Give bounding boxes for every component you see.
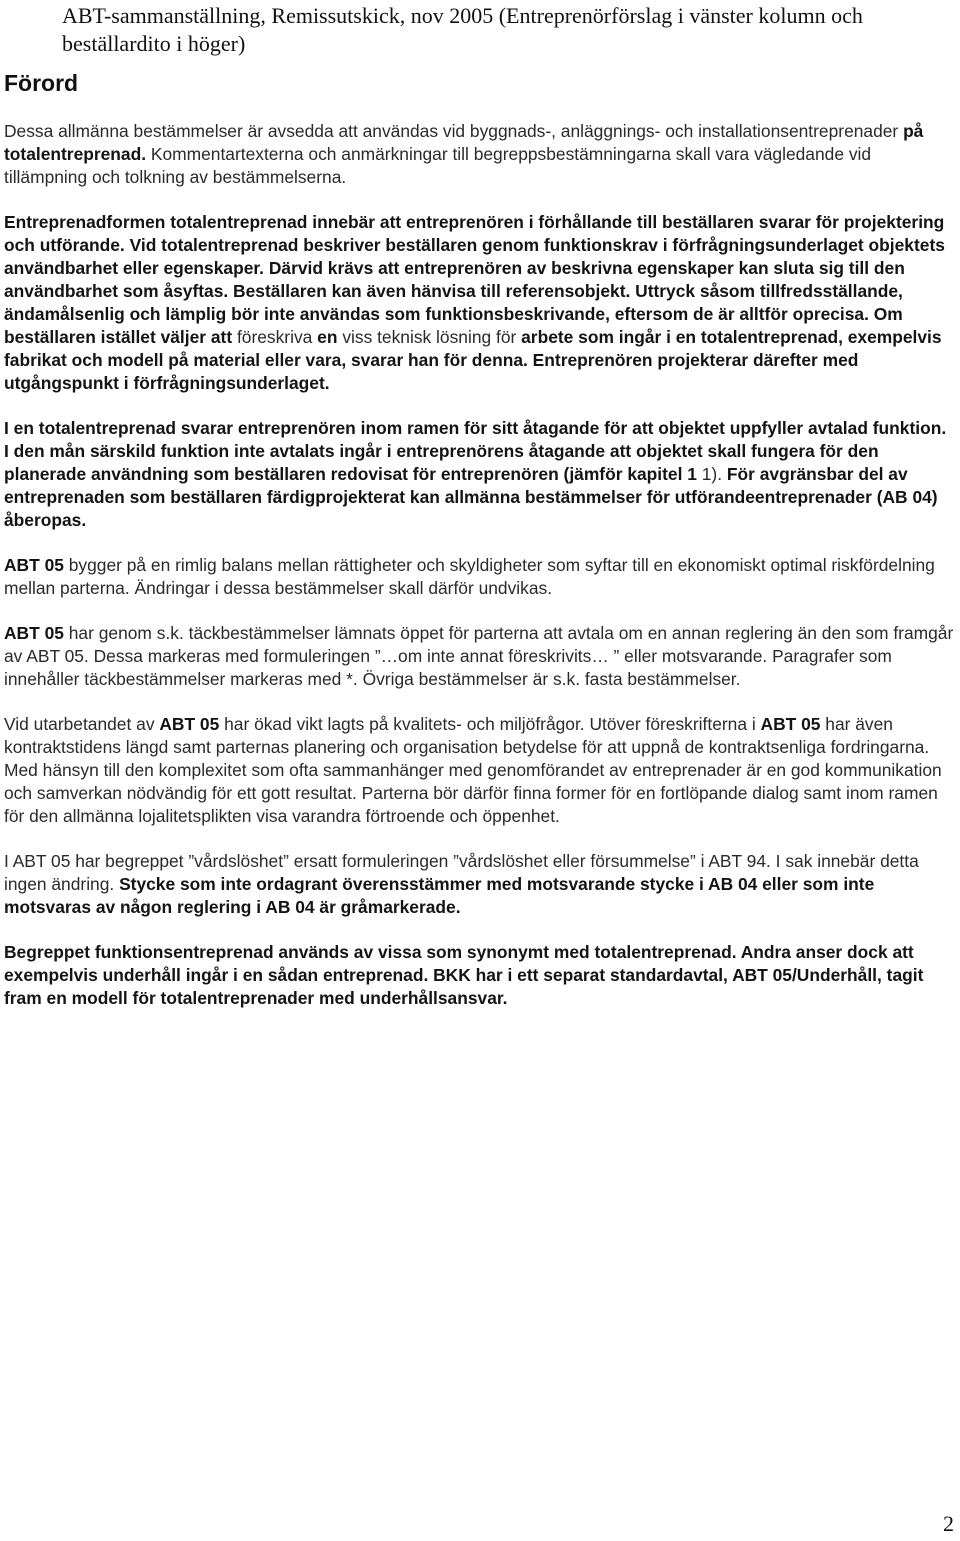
- bold-text-run: en: [312, 327, 343, 347]
- text-run: bygger på en rimlig balans mellan rättigheter och skyldigheter som syftar till en ekonomiskt optimal riskfördelning mellan parterna. Ändringar i dessa bestämmelser skall därför undvikas.: [4, 555, 935, 598]
- bold-text-run: För avgränsbar del av entreprenaden som beställaren färdigprojekterat kan allmänna bestämmelser för utförandeentreprenader (AB 04) åberopas.: [4, 464, 938, 530]
- document-header: ABT-sammanställning, Remissutskick, nov 2005 (Entreprenörförslag i vänster kolumn och beställardito i höger): [62, 3, 863, 56]
- text-run: Dessa allmänna bestämmelser är avsedda att användas vid byggnads-, anläggnings- och installationsentreprenader: [4, 121, 904, 141]
- bold-text-run: Entreprenadformen totalentreprenad innebär att entreprenören i förhållande till beställaren svarar för projektering och utförande. Vid totalentreprenad beskriver beställaren genom funktionskrav i förfrågningsunderlaget objektets användbarhet eller egenskaper. Därvid krävs att entreprenören av beskrivna egenskaper kan sluta sig till den användbarhet som åsyftas. Beställaren kan även hänvisa till referensobjekt. Uttryck såsom tillfredsställande, ändamålsenlig och lämplig bör inte användas som funktionsbeskrivande, eftersom de är alltför oprecisa. Om beställaren istället väljer att: [4, 212, 945, 347]
- section-heading-forord: Förord: [4, 70, 79, 96]
- paragraph: [4, 417, 954, 532]
- bold-text-run: Stycke som inte ordagrant överensstämmer med motsvarande stycke i AB 04 eller som inte motsvaras av någon reglering i AB 04 är gråmarkerade.: [4, 874, 875, 917]
- page-number: 2: [943, 1511, 954, 1536]
- bold-text-run: arbete som ingår i en totalentreprenad, exempelvis fabrikat och modell på material eller vara, svarar han för denna. Entreprenören projekterar därefter med utgångspunkt i förfrågningsunderlaget.: [4, 327, 942, 393]
- text-run: I ABT 05 har begreppet ”vårdslöshet” ersatt formuleringen ”vårdslöshet eller försummelse” i ABT 94. I sak innebär detta ingen ändring.: [4, 851, 919, 894]
- bold-text-run: ABT 05: [760, 714, 821, 734]
- bold-text-run: ABT 05: [4, 623, 64, 643]
- bold-text-run: ABT 05: [4, 555, 64, 575]
- text-run: har ökad vikt lagts på kvalitets- och miljöfrågor. Utöver föreskrifterna i: [219, 714, 761, 734]
- bold-text-run: på totalentreprenad.: [4, 121, 924, 164]
- text-run: har genom s.k. täckbestämmelser lämnats öppet för parterna att avtala om en annan reglering än den som framgår av ABT 05. Dessa markeras med formuleringen ”…om inte annat föreskrivits… ” eller motsvarande. Paragrafer som innehåller täckbestämmelser markeras med *. Övriga bestämmelser är s.k. fasta bestämmelser.: [4, 623, 954, 689]
- text-run: Vid utarbetandet av: [4, 714, 160, 734]
- bold-text-run: ABT 05: [159, 714, 220, 734]
- document-body: [4, 120, 954, 1032]
- paragraph: [4, 622, 954, 691]
- text-run: viss teknisk lösning för: [342, 327, 517, 347]
- paragraph: [4, 211, 954, 395]
- paragraph: [4, 713, 954, 828]
- text-run: 1).: [701, 464, 723, 484]
- text-run: Kommentartexterna och anmärkningar till begreppsbestämningarna skall vara vägledande vid tillämpning och tolkning av bestämmelserna.: [4, 144, 872, 187]
- text-run: har även kontraktstidens längd samt parternas planering och organisation betydelse för att uppnå de kontraktsenliga fordringarna. Med hänsyn till den komplexitet som ofta sammanhänger med genomförandet av entreprenader är en god kommunikation och samverkan nödvändig för ett gott resultat. Parterna bör därför finna former för en fortlöpande dialog samt inom ramen för den allmänna lojalitetsplikten visa varandra förtroende och öppenhet.: [4, 714, 942, 826]
- paragraph: [4, 120, 954, 189]
- paragraph: [4, 850, 954, 919]
- paragraph: [4, 554, 954, 600]
- text-run: föreskriva: [236, 327, 313, 347]
- bold-text-run: I en totalentreprenad svarar entreprenören inom ramen för sitt åtagande för att objektet uppfyller avtalad funktion. I den mån särskild funktion inte avtalats ingår i entreprenörens åtagande att objektet skall fungera för den planerade användning som beställaren redovisat för entreprenören (jämför kapitel 1: [4, 418, 947, 484]
- bold-text-run: Begreppet funktionsentreprenad används av vissa som synonymt med totalentreprenad. Andra anser dock att exempelvis underhåll ingår i en sådan entreprenad. BKK har i ett separat standardavtal, ABT 05/Underhåll, tagit fram en modell för totalentreprenader med underhållsansvar.: [4, 942, 924, 1008]
- paragraph: [4, 941, 954, 1010]
